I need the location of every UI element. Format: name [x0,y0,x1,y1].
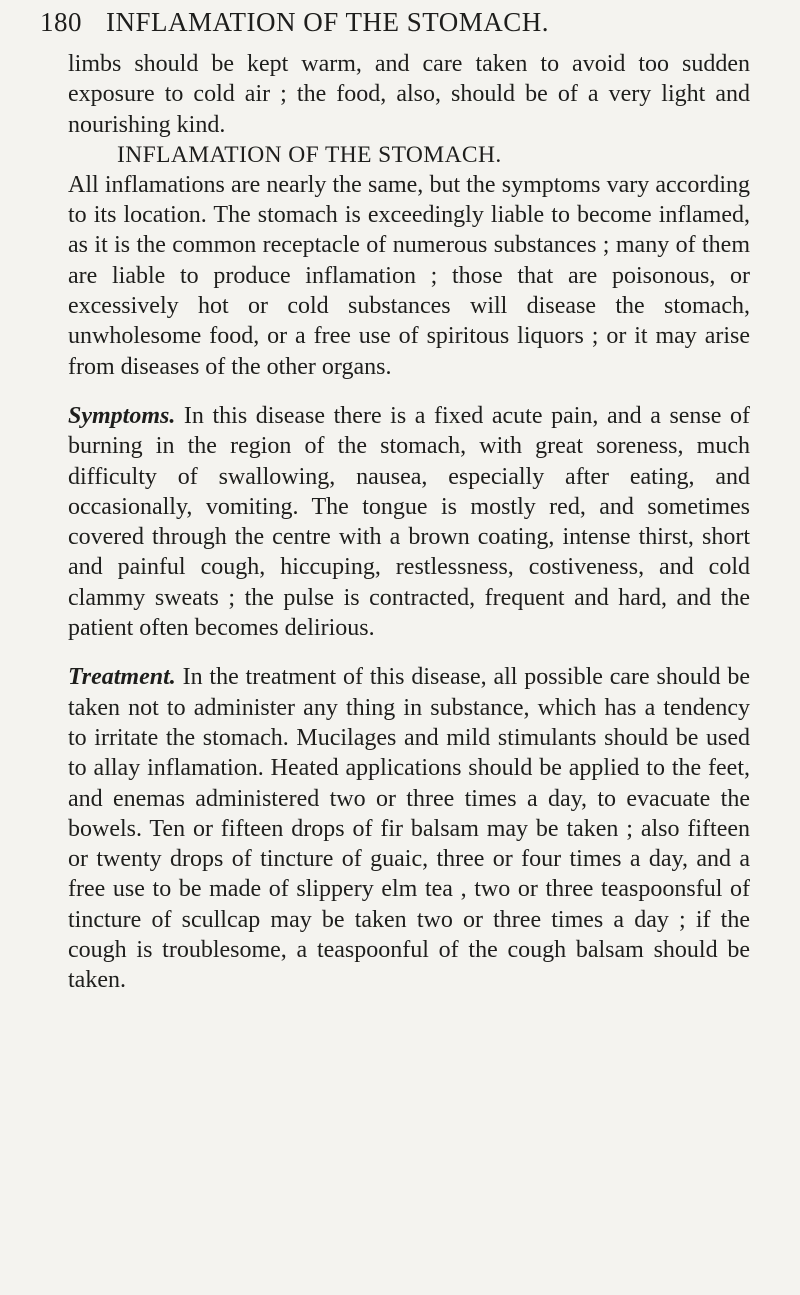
treatment-label: Treatment. [68,664,176,691]
opening-paragraph: limbs should be kept warm, and care taken to avoid too sudden exposure to cold air ; the food, also, should be of a very light and nourishing kind. [68,51,750,138]
symptoms-paragraph [68,401,750,643]
running-head-title: INFLAMATION OF THE STOMACH. [106,7,550,37]
running-head [40,4,740,40]
treatment-text: In the treatment of this disease, all possible care should be taken not to administer any thing in substance, which has a tendency to irritate the stomach. Mucilages and mild stimulants should be used to allay inflamation. Heated applications should be applied to the feet, and enemas administered two or three times a day, to evacuate the bowels. Ten or fifteen drops of fir balsam may be taken ; also fifteen or twenty drops of tincture of guaic, three or four times a day, and a free use to be made of slippery elm tea , two or three teaspoonsful of tincture of scullcap may be taken two or three times a day ; if the cough is troublesome, a teaspoonful of the cough balsam should be taken. [68,664,751,994]
intro-paragraph: All inflamations are nearly the same, but the symptoms vary according to its location. The stomach is exceedingly liable to become inflamed, as it is the common receptacle of numerous substances ; many of them are liable to produce inflamation ; those that are poisonous, or excessively hot or cold substances will disease the stomach, unwholesome food, or a free use of spiritous liquors ; or it may arise from diseases of the other organs. [68,171,750,380]
symptoms-text: In this disease there is a fixed acute pain, and a sense of burning in the region of the stomach, with great soreness, much difficulty of swallowing, nausea, especially after eating, and occasionally, vomiting. The tongue is mostly red, and sometimes covered through the centre with a brown coating, intense thirst, short and painful cough, hiccuping, restlessness, costiveness, and cold clammy sweats ; the pulse is contracted, frequent and hard, and the patient often becomes delirious. [68,402,750,642]
treatment-paragraph [68,662,750,995]
page-number: 180 [40,7,82,37]
body-text [68,49,750,996]
symptoms-label: Symptoms. [68,402,176,429]
section-heading: INFLAMATION OF THE STOMACH. [117,141,502,168]
